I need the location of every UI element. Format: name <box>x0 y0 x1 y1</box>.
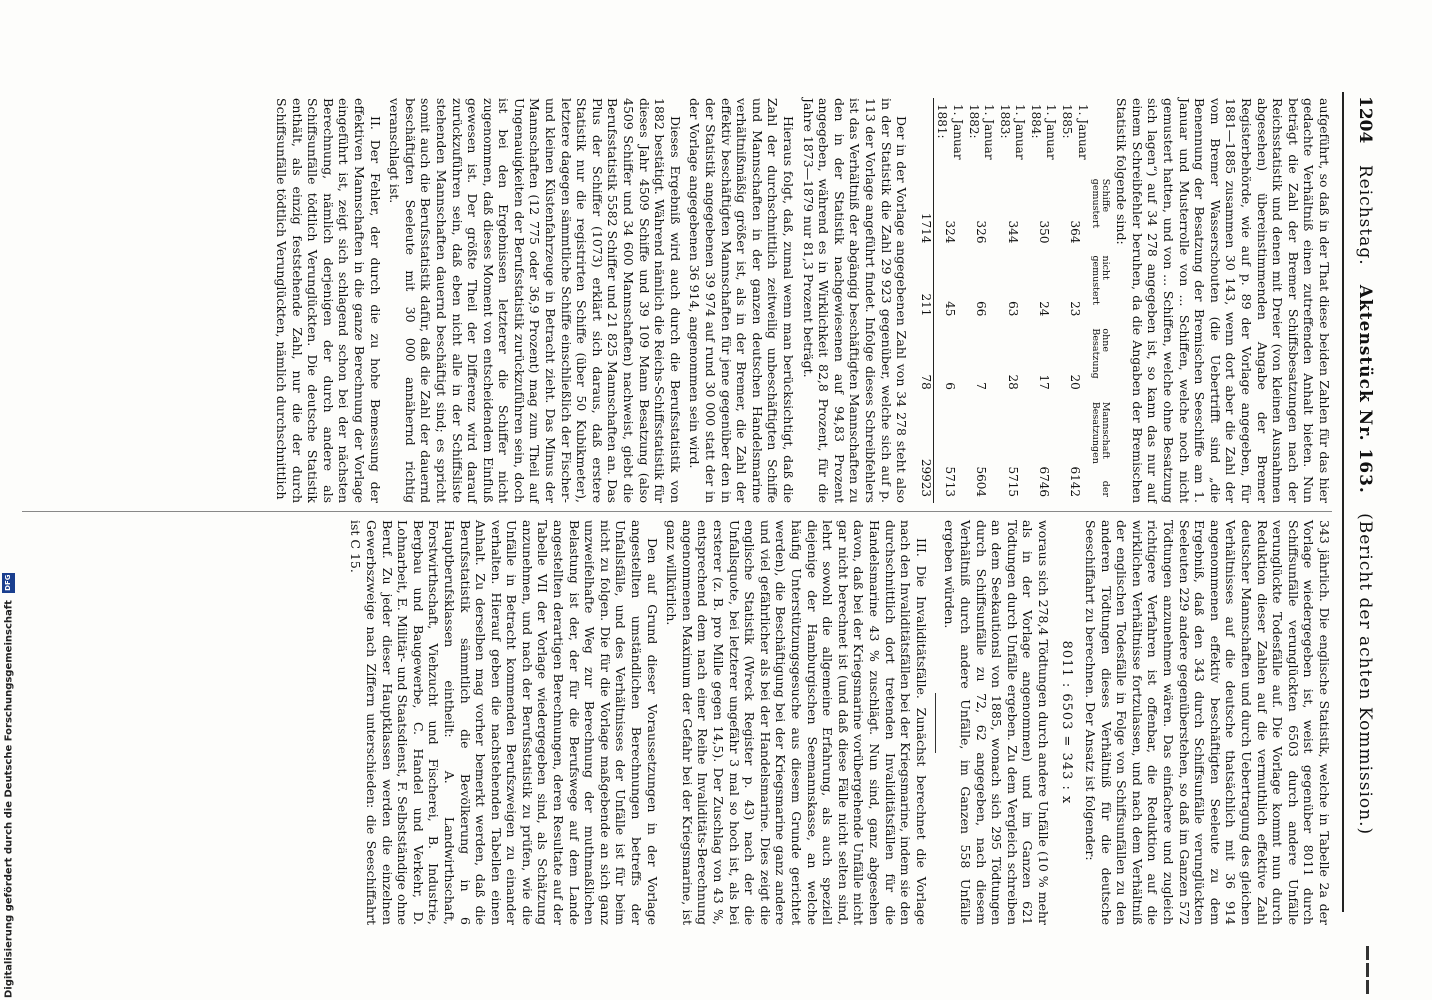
left-column <box>269 98 1332 503</box>
margin-marks <box>1366 946 1369 994</box>
table-cell: 324 <box>943 220 958 244</box>
table-cell <box>917 98 933 173</box>
table-cell: 45 <box>943 301 958 317</box>
table-cell: 364 <box>1067 220 1082 244</box>
table-cell: 29923 <box>917 396 933 503</box>
table-cell: 5604 <box>974 466 989 497</box>
paragraph: Der in der Vorlage angegebenen Zahl von 34 278 steht also in der Statistik die Zahl 29 923 gegenüber, welche sich auf p. 113 der Vorlage angeführt findet. Infolge dieses Schreibfehlers ist das Verhältniß der abgängig beschäftigten Mannschaften zu den in der Statistik nachgewiesenen auf 94,83 Prozent angegeben, während es in Wirklichkeit 82,8 Prozent, für die Jahre 1873—1879 nur 81,3 Prozent beträgt. <box>800 98 910 503</box>
header-subtitle: (Bericht der achten Kommission.) <box>1355 513 1375 836</box>
proportion-formula: 8011 : 6503 = 343 : x <box>1059 640 1075 805</box>
table-row <box>996 98 1027 503</box>
paragraph: aufgeführt, so daß in der That diese beiden Zahlen für das hier gedachte Verhältniß einen zutreffenden Anhalt bieten. Nun beträgt die Zahl der Bremer Schiffsbesatzungen nach der Reichsstatistik und denen mit Dreier (von kleinen Ausnahmen abgesehen) übereinstimmenden Angabe der Bremer Registerbehörde, wie auf p. 89 der Vorlage angegeben, für 1881—1885 zusammen 30 143, wenn dort aber die Zahl der vom Bremer Wasserschouten (die Uebertrifft sind „die Benennung der Besatzung der Bremischen Seeschiffe am 1. Januar und Musterrolle von ... Schiffen, welche noch nicht gemustert hatten, und von ... Schiffen, welche ohne Besatzung sich lagen“) auf 34 278 angegeben ist, so kann das nur auf einem Schreibfehler beruhen, da die Angaben der Bremischen Statistik folgende sind: <box>1114 98 1332 503</box>
table-row <box>965 98 996 503</box>
dfg-logo-icon: DFG <box>2 573 15 593</box>
table-cell: 7 <box>974 382 989 390</box>
header-rule <box>1342 92 1344 912</box>
paragraph: III. Die Invaliditätsfälle. Zunächst berechnet die Vorlage nach den Invaliditätsfällen bei der Kriegsmarine, indem sie den durchschnittlich dort tretenden Invaliditätsfällen für die Handelsmarine 43 % zuschlägt. Nun sind, ganz abgesehen davon, daß bei der Kriegsmarine vorübergehende Unfälle nicht gar nicht berechnet ist (und daß diese Fälle nicht selten sind, lehrt sowohl die allgemeine Erfahrung, als auch speziell diejenige der Hamburgischen Seemannskasse, an welche häufig Unterstützungsgesuche aus diesem Grunde gerichtet werden), die Beschäftigung bei der Kriegsmarine ganz andere und viel gefährlicher als bei der Handelsmarine. Dies zeigt die englische Statistik (Wreck Register p. 43) nach der die Unfallsquote, bei letzterer ungefähr 3 mal so hoch ist, als bei ersterer (z. B. pro Mille gegen 14,5). Der Zuschlag von 43 %, entsprechend dem nach einer Reihe Invaliditäts-Berechnung angenommenen Maximum der Gefahr bei der Kriegsmarine, ist ganz willkürlich. <box>664 520 929 925</box>
header-body: Reichstag. <box>1355 164 1375 266</box>
table-cell: 1. Januar 1883: <box>997 104 1028 160</box>
table-header <box>1090 98 1110 173</box>
table-cell: 6746 <box>1036 466 1051 497</box>
table-cell: 63 <box>1005 301 1020 317</box>
table-row <box>933 98 965 503</box>
table-cell: 20 <box>1067 374 1082 390</box>
paragraph: II. Der Fehler, der durch die zu hohe Bemessung der effektiven Mannschaften in die ganze Berechnung der Vorlage eingeführt ist, zeigt sich schlagend schon bei der nächsten Berechnung, nämlich derjenigen der durch andere als Schiffsunfälle tödtlich Verunglückten. Die deutsche Statistik enthält, als einzig feststehende Zahl, nur die der durch Schiffsunfälle tödtlich Verunglückten, nämlich durchschnittlich <box>274 98 383 503</box>
table-cell: 66 <box>974 301 989 317</box>
table-cell: 78 <box>917 322 933 395</box>
table-cell: 5715 <box>1005 466 1020 497</box>
digitization-credit <box>2 0 18 998</box>
table-cell: 1. Januar 1885: <box>1060 104 1090 160</box>
paragraph: 343 jährlich. Die englische Statistik, welche in Tabelle 2a der Vorlage wiedergegeben ist, weist gegenüber 8011 durch Schiffsunfälle verunglückten 6503 durch andere Unfälle verunglückte Todesfälle auf. Die Vorlage kommt nun durch Reduktion dieser Zahlen auf die vermuthlich effektive Zahl deutscher Mannschaften und durch Uebertragung des gleichen Verhältnisses auf die deutsche thatsächlich mit 36 914 angenommenen effektiv beschäftigten Seeleute zu dem Ergebniß, daß den 343 durch Schiffsunfälle verunglückten Seeleuten 229 andere gegenüberstehen, so daß im Ganzen 572 Tödtungen anzunehmen wären. Das einfachere und zugleich richtigere Verfahren ist offenbar, die Reduktion auf die wirklichen Verhältnisse fortzulassen, und nach dem Verhältniß der englischen Todesfälle in Folge von Schiffsunfällen zu den anderen Tödtungen dieses Verhältniß für die deutsche Seeschiffahrt zu berechnen. Der Ansatz ist folgender: <box>1083 520 1332 925</box>
table-total-row <box>917 98 933 503</box>
table-cell: 28 <box>1005 374 1020 390</box>
header-title <box>1355 0 1375 1000</box>
table-cell: 5713 <box>943 466 958 497</box>
table-cell: 344 <box>1005 220 1020 244</box>
table-cell: 1. Januar 1884: <box>1028 104 1059 160</box>
table-cell: 350 <box>1036 220 1051 244</box>
table-cell: 24 <box>1036 301 1051 317</box>
table-cell: 1714 <box>917 173 933 250</box>
table-cell: 6142 <box>1067 466 1082 497</box>
table-header: ohne Besatzung <box>1089 328 1111 379</box>
paragraph: Dieses Ergebniß wird auch durch die Berufsstatistik von 1882 bestätigt. Während nämlich die Reichs-Schiffsstatistik für dieses Jahr 4509 Schiffe und 39 109 Mann Besatzung (also 4509 Schiffer und 34 600 Mannschaften) nachweist, giebt die Berufsstatistik 5582 Schiffer und 21 825 Mannschaften an. Das Plus der Schiffer (1073) erklärt sich daraus, daß erstere Statistik nur die registrirten Schiffe (über 50 Kubikmeter), letztere dagegen sämmtliche Schiffe einschließlich der Fischer- und kleinen Küstenfahrzeuge in Betracht zieht. Das Minus der Mannschaften (12 775 oder 36,9 Prozent) mag zum Theil auf Ungenauigkeiten der Berufsstatistik zurückzuführen sein, doch ist bei den Ergebnissen letzterer die Schiffer nicht zugenommen, daß dieses Moment von entscheidendem Einfluß gewesen ist. Der größte Theil der Differenz wird darauf zurückzuführen sein, daß eben nicht alle in der Schiffsliste stehenden Mannschaften dauernd beschäftigt sind; es spricht somit auch die Berufsstatistik dafür, daß die Zahl der dauernd beschäftigten Seeleute mit 30 000 annähernd richtig veranschlagt ist. <box>387 98 683 503</box>
table-cell: 211 <box>917 249 933 322</box>
table-row <box>1027 98 1058 503</box>
credit-text: Digitalisierung gefördert durch die Deutsche Forschungsgemeinschaft <box>3 600 15 998</box>
table-header: Mannschaft der Besatzungen <box>1089 401 1111 497</box>
bremen-statistics-table <box>917 98 1110 503</box>
table-cell: 6 <box>943 382 958 390</box>
table-header-row <box>1090 98 1110 503</box>
header-doc-label: Aktenstück Nr. 163. <box>1355 284 1375 494</box>
page-number: 1204 <box>1355 96 1375 144</box>
table-cell: 326 <box>974 220 989 244</box>
table-cell: 1. Januar 1882: <box>966 104 997 160</box>
paragraph: woraus sich 278,4 Tödtungen durch andere Unfälle (10 % mehr als in der Vorlage angenommen) und im Ganzen 621 Tödtungen durch Unfälle ergeben. Zu dem Vergleich schreiben an dem Seekautionsl von 1885, wonach sich 295 Tödtungen durch Schiffsunfälle zu 72, 62 angegeben, nach diesem Verhältniß durch andere Unfälle, im Ganzen 558 Unfälle ergeben würden. <box>942 520 1051 925</box>
table-header: nicht gemustert <box>1089 255 1111 305</box>
section-divider <box>935 693 936 753</box>
column-separator <box>22 511 1332 512</box>
paragraph: Den auf Grund dieser Voraussetzungen in der Vorlage angestellten umständlichen Berechnungen betreffs der Unfallsfälle, und des Verhältnisses der Unfälle ist für beim nicht zu folgen. Die für die Vorlage maßgebende an sich ganz unzweifelhafte Weg zur Berechnung der muthmaßlichen Belastung ist der, der für die Berufswege auf dem Lande angestellten derartigen Berechnungen, deren Resultate auf der Tabelle VII der Vorlage wiedergegeben sind, als Schätzung anzunehmen, und nach der Berufsstatistik zu prüfen, wie die Unfälle in Betracht kommenden Berufszweigen zu einander verhalten. Hierauf geben die nachstehenden Tabellen einen Anhalt. Zu derselben mag vorher bemerkt werden, daß die Berufsstatistik sämmtlich die Bevölkerung in 6 Hauptberufsklassen eintheilt: A. Landwirthschaft, Forstwirthschaft, Viehzucht und Fischerei, B. Industrie, Bergbau und Baugewerbe, C. Handel und Verkehr, D. Lohnarbeit, E. Militär- und Staatsdienst, F. Selbstständige ohne Beruf. Zu jeder dieser Hauptklassen werden die einzelnen Gewerbszweige nach Ziffern unterschieden: die Seeschiffahrt ist C 15. <box>348 520 660 925</box>
table-cell: 23 <box>1067 301 1082 317</box>
right-column <box>344 520 1332 925</box>
table-cell: 1. Januar 1881: <box>935 104 965 160</box>
page-header <box>1348 0 1375 1000</box>
table-header: Schiffe gemustert <box>1089 178 1111 229</box>
table-row <box>1059 98 1090 503</box>
table-cell: 17 <box>1036 374 1051 390</box>
paragraph: Hieraus folgt, daß, zumal wenn man berücksichtigt, daß die Zahl der durchschnittlich zeitweilig unbeschäftigten Schiffe und Mannschaften in der ganzen deutschen Handelsmarine verhältnißmäßig größer ist, als in der Bremer, die Zahl der effektiv beschäftigten Mannschaften für jene gegenüber den in der Statistik angegebenen 39 974 auf rund 30 000 statt der in der Vorlage angegebenen 36 914, angenommen sein wird. <box>687 98 796 503</box>
